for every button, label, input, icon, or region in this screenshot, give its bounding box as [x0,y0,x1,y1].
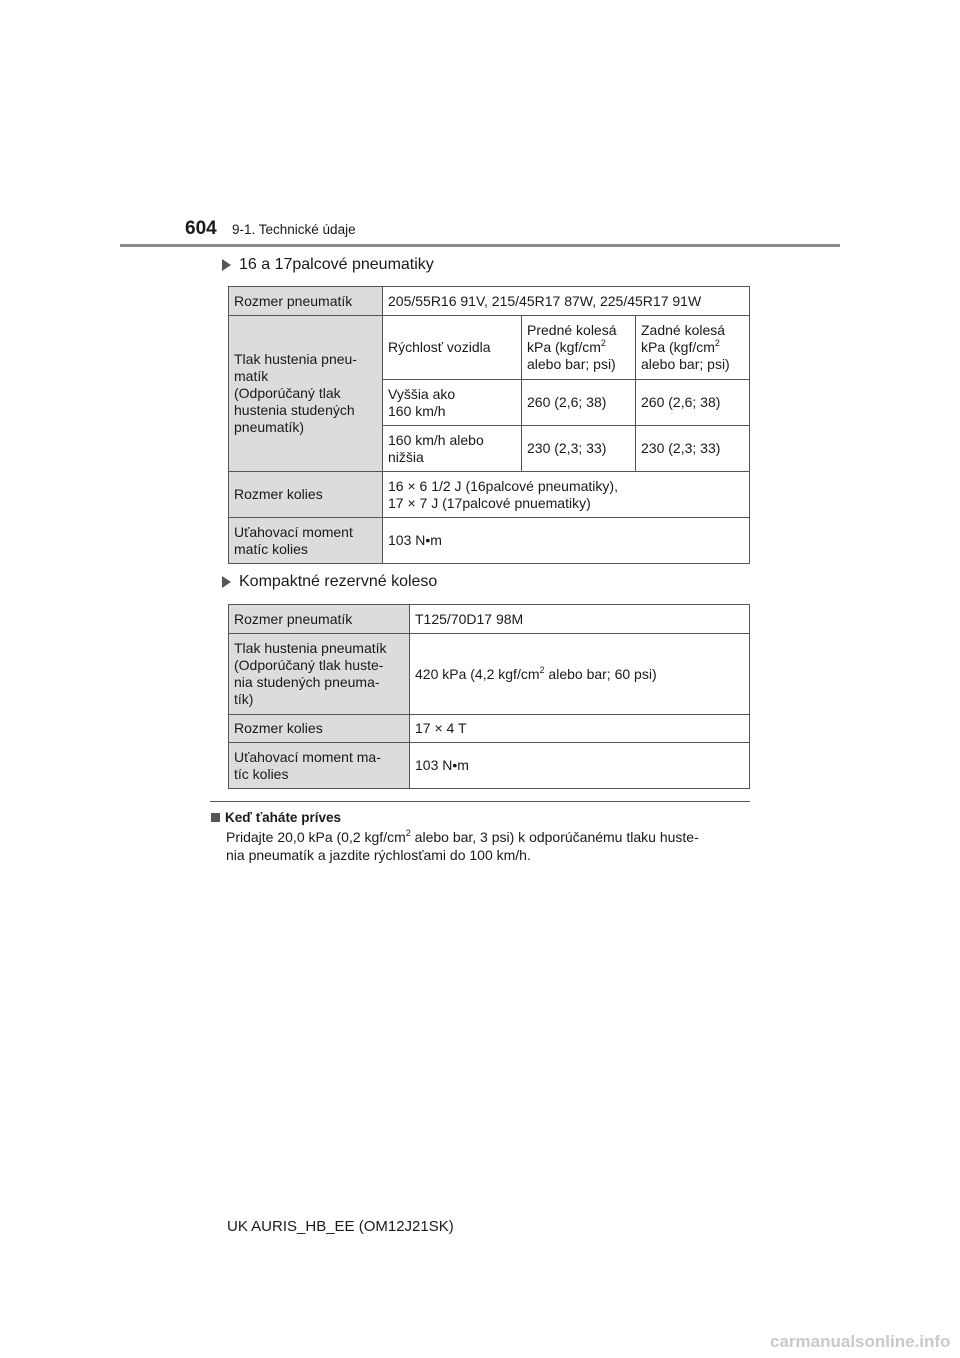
speed-high: Vyššia ako 160 km/h [383,380,522,426]
tire-size-label: Rozmer pneumatík [229,605,410,634]
torque-value: 103 N•m [410,743,750,789]
subheading-text: Kompaktné rezervné koleso [239,573,438,590]
square-bullet-icon [211,813,220,822]
torque-label: Uťahovací moment matíc kolies [229,518,383,564]
subheading-text: 16 a 17palcové pneumatiky [239,256,434,273]
table-row [229,472,750,518]
table-row [229,605,750,634]
pressure-label: Tlak hustenia pneumatík (Odporúčaný tlak huste- nia studených pneuma- tík) [229,634,410,715]
note-title: Keď ťaháte príves [225,810,341,825]
tire-size-value: 205/55R16 91V, 215/45R17 87W, 225/45R17 91W [383,287,750,316]
footer-model: UK AURIS_HB_EE (OM12J21SK) [227,1218,454,1235]
watermark: carmanualsonline.info [770,1332,951,1351]
rear-pressure-low: 230 (2,3; 33) [636,426,750,472]
subheading-spare-wheel [222,573,437,591]
tire-spec-table [228,286,750,564]
note-text: Pridajte 20,0 kPa (0,2 kgf/$cm^2$ alebo bar, 3 psi) k odporúčanému tlaku huste- nia pneumatík a jazdite rýchlosťami do 100 km/h. [226,828,699,863]
speed-column-header: Rýchlosť vozidla [383,316,522,380]
page-number: 604 [185,218,217,239]
wheel-size-label: Rozmer kolies [229,715,410,743]
table-row [229,743,750,789]
triangle-bullet-icon [222,259,231,271]
table-row [229,287,750,316]
speed-low: 160 km/h alebo nižšia [383,426,522,472]
table-row [229,634,750,715]
table-row [229,316,750,380]
rear-column-header: Zadné kolesá kPa ($kgf/cm^2$ alebo bar; psi) [636,316,750,380]
table-row [229,518,750,564]
torque-label: Uťahovací moment ma- tíc kolies [229,743,410,789]
wheel-size-value: 16 × 6 1/2 J (16palcové pneumatiky), 17 × 7 J (17palcové pnuematiky) [383,472,750,518]
subheading-16-17-tires [222,256,434,274]
torque-value: 103 N•m [383,518,750,564]
header-divider [120,244,840,247]
tire-size-label: Rozmer pneumatík [229,287,383,316]
pressure-value: 420 kPa (4,2 kgf/$cm^2$ alebo bar; 60 psi) [410,634,750,715]
spare-wheel-table [228,604,750,789]
pressure-label: Tlak hustenia pneu- matík (Odporúčaný tlak hustenia studených pneumatík) [229,316,383,472]
rear-pressure-high: 260 (2,6; 38) [636,380,750,426]
wheel-size-label: Rozmer kolies [229,472,383,518]
table-row [229,715,750,743]
section-title: 9-1. Technické údaje [232,222,356,237]
wheel-size-value: 17 × 4 T [410,715,750,743]
note-divider [210,801,750,802]
triangle-bullet-icon [222,576,231,588]
front-pressure-low: 230 (2,3; 33) [522,426,636,472]
tire-size-value: T125/70D17 98M [410,605,750,634]
front-pressure-high: 260 (2,6; 38) [522,380,636,426]
note-heading [211,810,341,825]
front-column-header: Predné kolesá kPa ($kgf/cm^2$ alebo bar; psi) [522,316,636,380]
